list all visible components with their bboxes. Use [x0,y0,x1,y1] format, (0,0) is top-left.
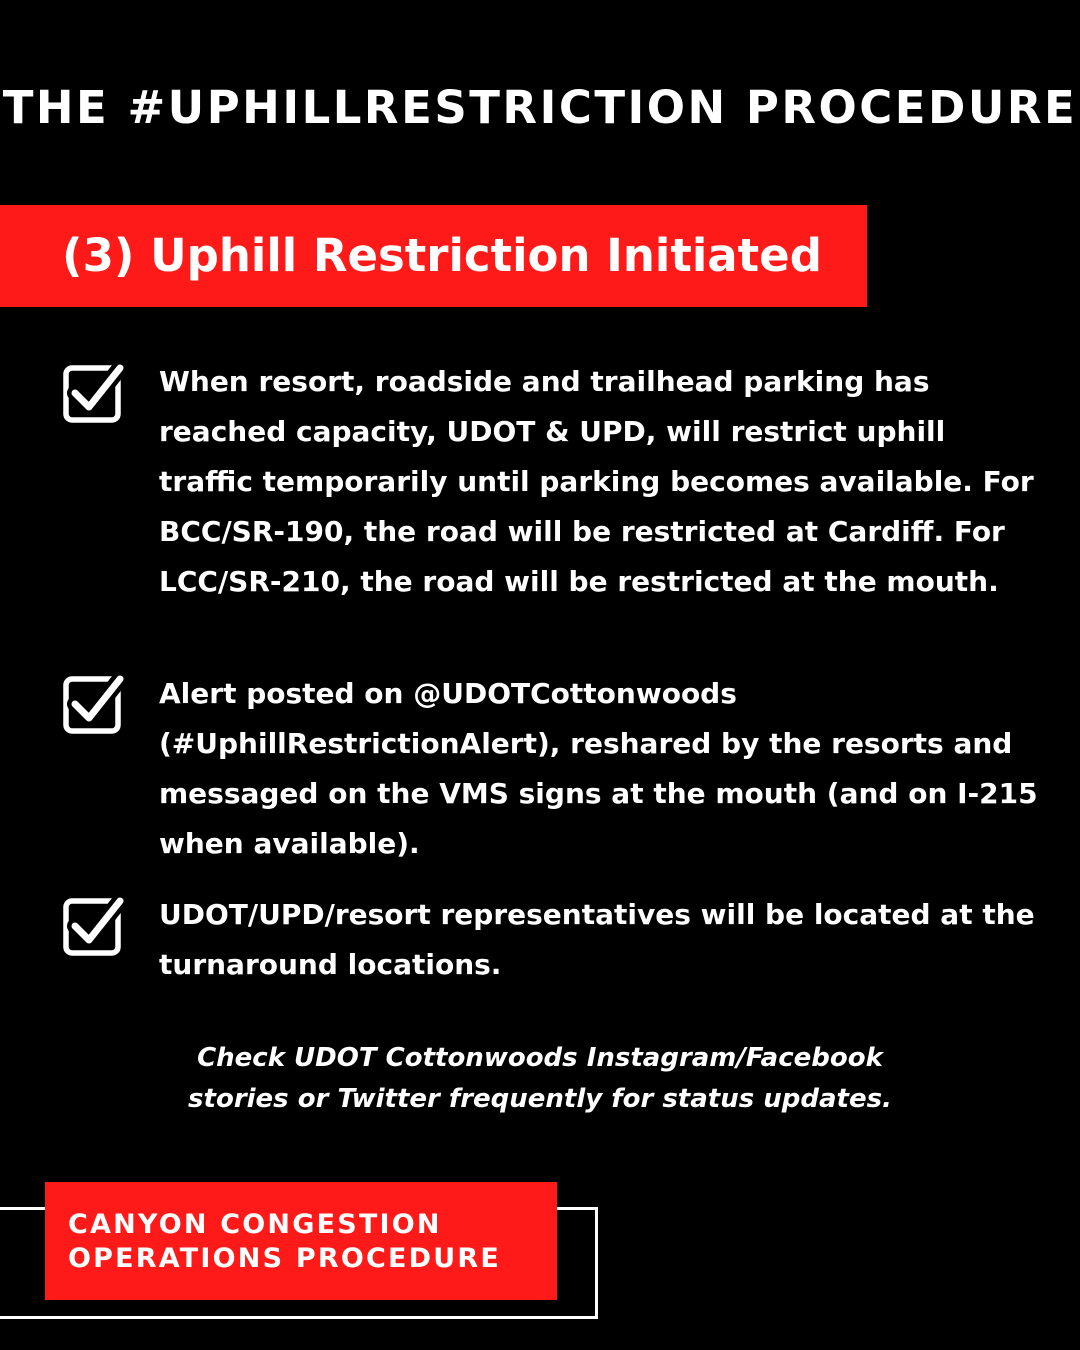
step-banner-label: (3) Uphill Restriction Initiated [62,229,822,282]
checklist-item-text: Alert posted on @UDOTCottonwoods (#UphillRestrictionAlert), reshared by the resorts and messaged on the VMS signs at the mouth (and on I-215 when available). [159,677,1038,860]
step-banner [0,205,867,307]
status-update-note [0,1038,1080,1120]
checkbox-checked-icon [62,673,124,735]
status-update-note-line: Check UDOT Cottonwoods Instagram/Facebook [197,1043,883,1073]
page-title: THE #UPHILLRESTRICTION PROCEDURE [2,81,1078,134]
footer-badge-line: OPERATIONS PROCEDURE [68,1243,501,1274]
footer-badge-label [68,1208,501,1276]
footer-badge-line: CANYON CONGESTION [68,1209,442,1240]
checkbox-checked-icon [62,362,124,424]
checkbox-checked-icon [62,895,124,957]
checklist-item-text: When resort, roadside and trailhead parking has reached capacity, UDOT & UPD, will restrict uphill traffic temporarily until parking becomes available. For BCC/SR-190, the road will be restricted at Cardiff. For LCC/SR-210, the road will be restricted at the mouth. [159,365,1034,598]
footer-badge [45,1182,557,1300]
status-update-note-line: stories or Twitter frequently for status updates. [188,1084,892,1114]
checklist-item-text: UDOT/UPD/resort representatives will be located at the turnaround locations. [159,898,1035,981]
